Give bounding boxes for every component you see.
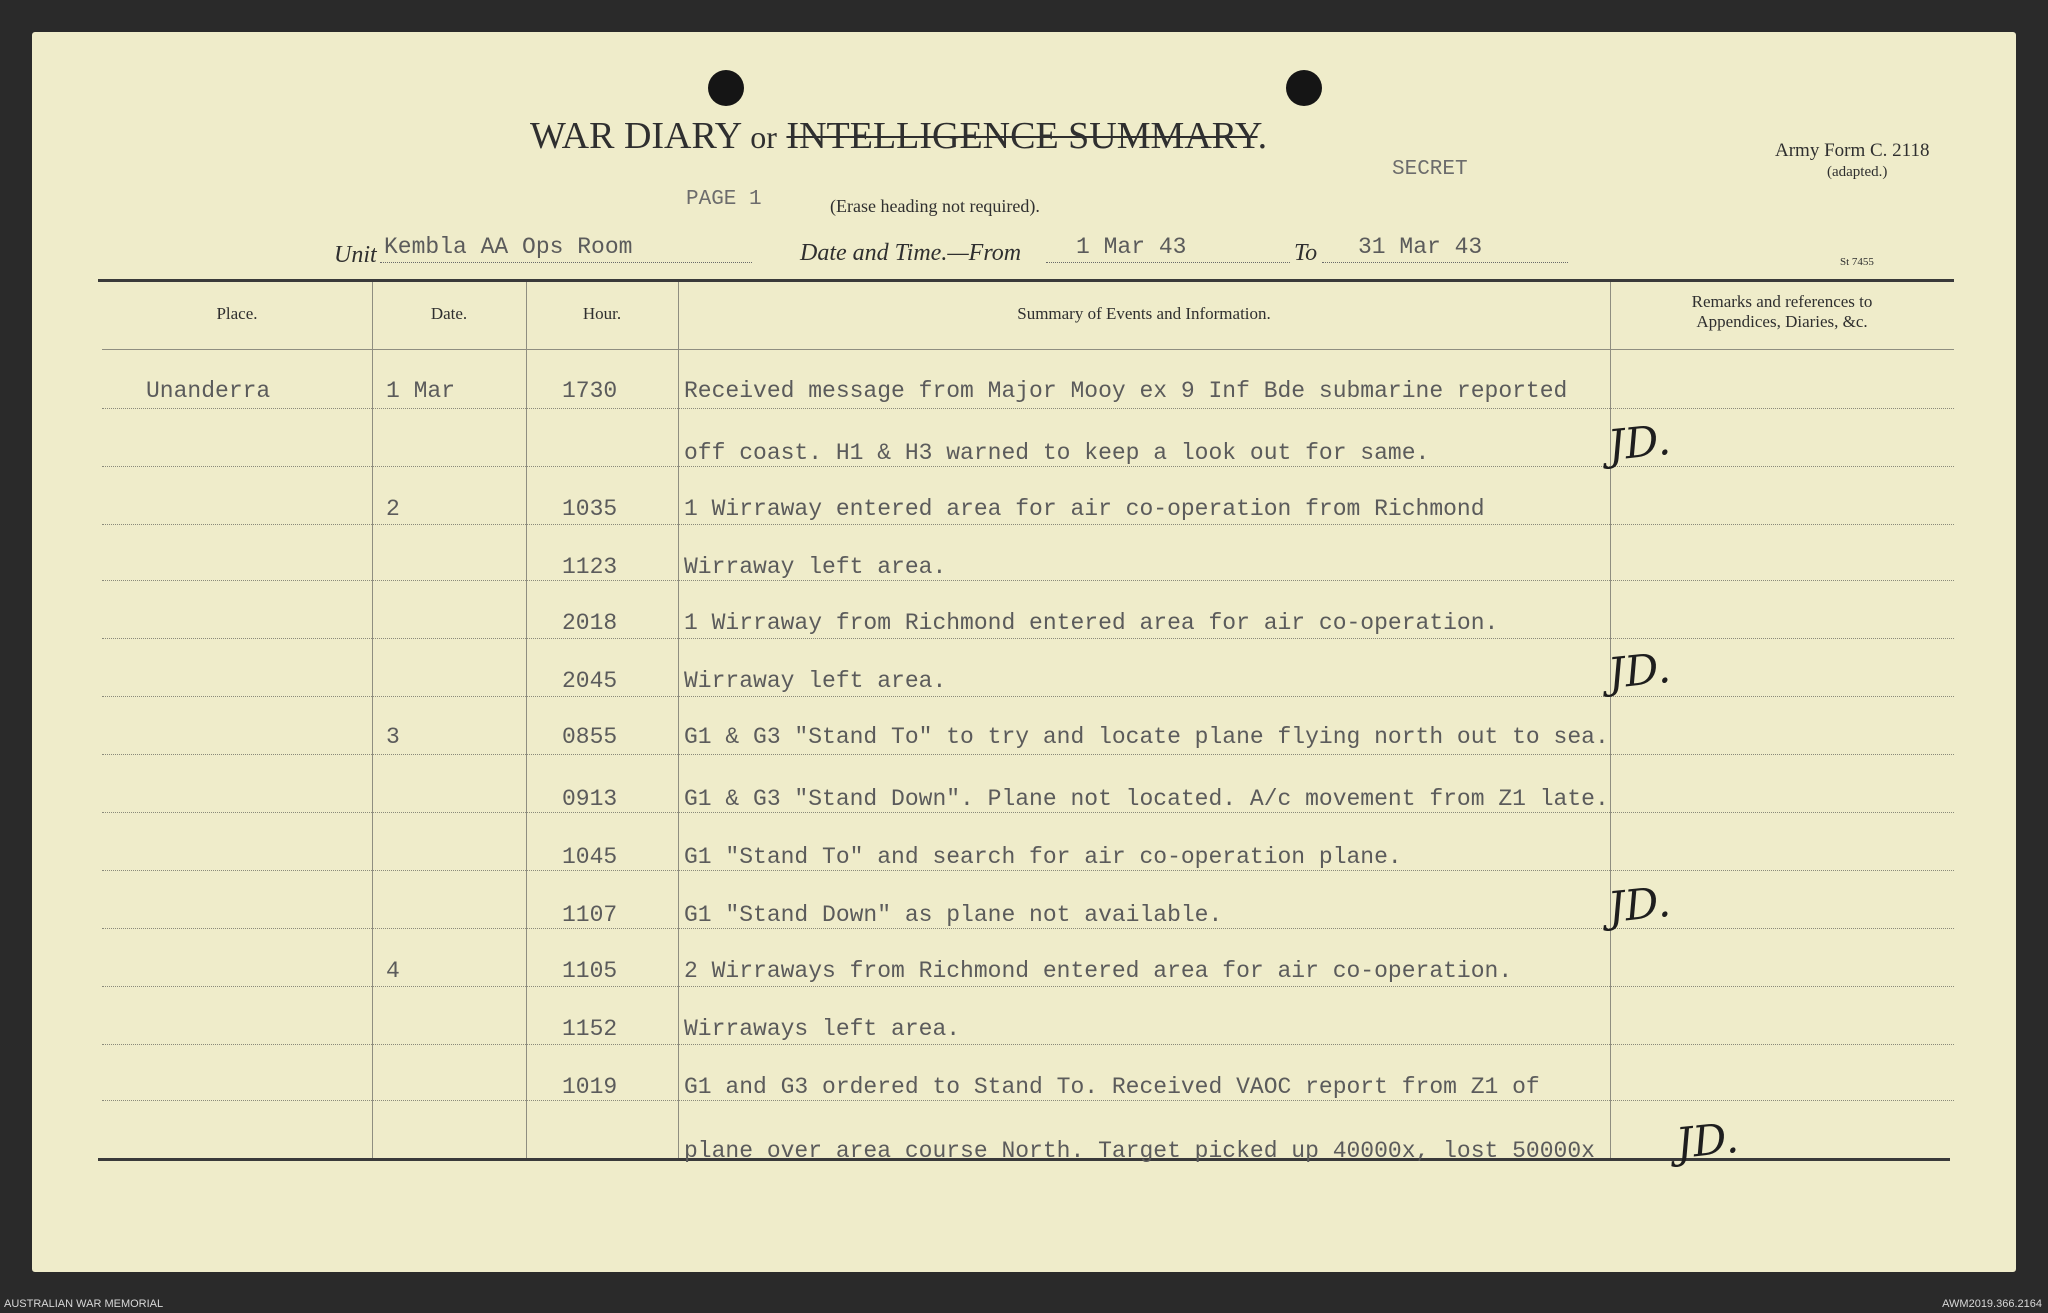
row-rule: [102, 928, 1954, 929]
cell-hour: 1035: [562, 496, 618, 522]
footer-reference: AWM2019.366.2164: [1942, 1298, 2042, 1310]
cell-summary: off coast. H1 & H3 warned to keep a look out for same.: [684, 440, 1430, 466]
column-divider-summary: [1610, 282, 1611, 1158]
date-from-value: 1 Mar 43: [1076, 234, 1187, 260]
row-rule: [102, 638, 1954, 639]
date-to-dotted-line: [1322, 262, 1568, 263]
initials-signature: JD.: [1605, 642, 1673, 699]
date-from-label: Date and Time.—From: [800, 240, 1022, 266]
cell-summary: Wirraway left area.: [684, 668, 947, 694]
cell-summary: Wirraways left area.: [684, 1016, 961, 1042]
cell-date: 1 Mar: [386, 378, 456, 404]
page-title: [530, 114, 1267, 158]
page-number: PAGE 1: [686, 188, 762, 211]
cell-date: 4: [386, 958, 400, 984]
row-rule: [102, 1044, 1954, 1045]
cell-hour: 1152: [562, 1016, 618, 1042]
column-header-summary: Summary of Events and Information.: [1017, 304, 1271, 323]
column-divider-place: [372, 282, 373, 1158]
cell-hour: 1107: [562, 902, 618, 928]
army-form-adapted: (adapted.): [1827, 164, 1888, 180]
column-header-hour: Hour.: [582, 304, 622, 323]
army-form-number: Army Form C. 2118: [1775, 140, 1930, 161]
punch-hole-left: [708, 70, 744, 106]
cell-hour: 1019: [562, 1074, 618, 1100]
row-rule: [102, 408, 1954, 409]
row-rule: [102, 754, 1954, 755]
title-period: .: [1257, 115, 1268, 157]
unit-dotted-line: [380, 262, 752, 263]
cell-summary: G1 & G3 "Stand To" to try and locate plane flying north out to sea.: [684, 724, 1609, 750]
title-or: or: [750, 119, 777, 155]
row-rule: [102, 812, 1954, 813]
cell-summary: G1 & G3 "Stand Down". Plane not located. A/c movement from Z1 late.: [684, 786, 1609, 812]
secret-stamp: SECRET: [1392, 158, 1468, 181]
initials-signature: JD.: [1673, 1112, 1741, 1169]
table-top-rule: [98, 279, 1954, 282]
unit-label: Unit: [334, 242, 377, 268]
cell-hour: 2018: [562, 610, 618, 636]
unit-value: Kembla AA Ops Room: [384, 234, 633, 260]
cell-summary: G1 and G3 ordered to Stand To. Received VAOC report from Z1 of: [684, 1074, 1540, 1100]
row-rule: [102, 580, 1954, 581]
row-rule: [102, 524, 1954, 525]
date-from-dotted-line: [1046, 262, 1290, 263]
column-divider-date: [526, 282, 527, 1158]
column-header-place: Place.: [216, 304, 258, 323]
date-to-label: To: [1294, 240, 1318, 266]
punch-hole-right: [1286, 70, 1322, 106]
column-divider-hour: [678, 282, 679, 1158]
footer-archive: AUSTRALIAN WAR MEMORIAL: [4, 1298, 164, 1310]
cell-summary: G1 "Stand Down" as plane not available.: [684, 902, 1223, 928]
cell-hour: 1045: [562, 844, 618, 870]
remarks-header-line-2: Appendices, Diaries, &c.: [1696, 312, 1868, 331]
cell-summary: 2 Wirraways from Richmond entered area for air co-operation.: [684, 958, 1513, 984]
cell-hour: 0855: [562, 724, 618, 750]
cell-summary: plane over area course North. Target picked up 40000x, lost 50000x: [684, 1138, 1595, 1164]
row-rule: [102, 696, 1954, 697]
row-rule: [102, 466, 1954, 467]
column-header-date: Date.: [430, 304, 468, 323]
cell-summary: G1 "Stand To" and search for air co-operation plane.: [684, 844, 1402, 870]
row-rule: [102, 1100, 1954, 1101]
initials-signature: JD.: [1605, 876, 1673, 933]
column-header-remarks: [1610, 292, 1954, 332]
cell-date: 2: [386, 496, 400, 522]
header-rule: [102, 349, 1954, 350]
row-rule: [102, 870, 1954, 871]
erase-note: (Erase heading not required).: [830, 196, 1040, 216]
cell-hour: 1730: [562, 378, 618, 404]
initials-signature: JD.: [1605, 414, 1673, 471]
row-rule: [102, 986, 1954, 987]
title-struck-intelligence-summary: INTELLIGENCE SUMMARY: [786, 115, 1258, 157]
cell-hour: 2045: [562, 668, 618, 694]
cell-summary: Wirraway left area.: [684, 554, 947, 580]
remarks-header-line-1: Remarks and references to: [1691, 292, 1873, 311]
cell-hour: 1123: [562, 554, 618, 580]
cell-summary: 1 Wirraway entered area for air co-operation from Richmond: [684, 496, 1485, 522]
cell-hour: 1105: [562, 958, 618, 984]
stock-number: St 7455: [1840, 256, 1874, 268]
title-war-diary: WAR DIARY: [530, 115, 741, 157]
cell-summary: 1 Wirraway from Richmond entered area for air co-operation.: [684, 610, 1499, 636]
cell-hour: 0913: [562, 786, 618, 812]
date-to-value: 31 Mar 43: [1358, 234, 1483, 260]
cell-date: 3: [386, 724, 400, 750]
cell-summary: Received message from Major Mooy ex 9 Inf Bde submarine reported: [684, 378, 1568, 404]
cell-place: Unanderra: [146, 378, 271, 404]
